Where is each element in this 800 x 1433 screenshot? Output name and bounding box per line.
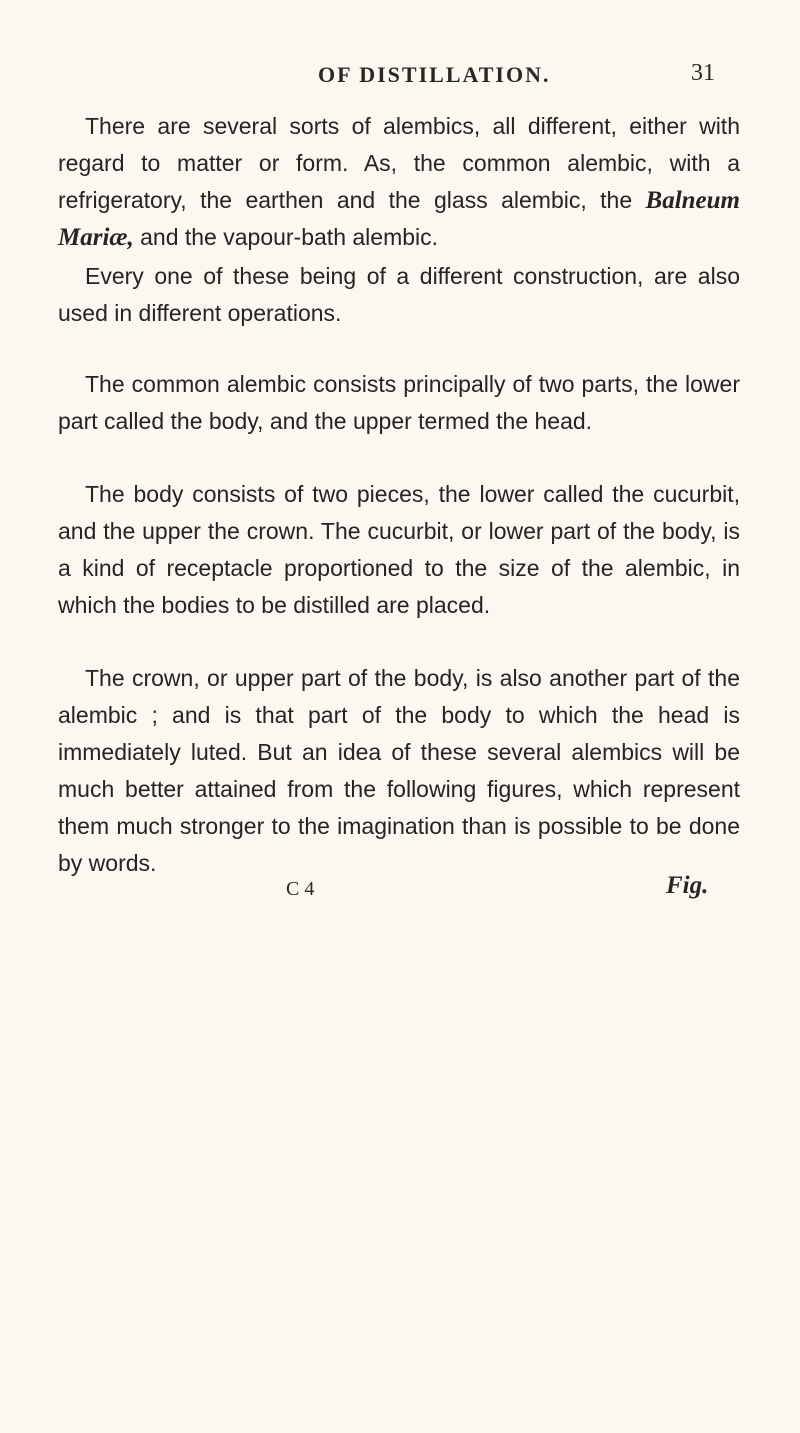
paragraph-text: There are several sorts of alembics, all different, either with regard to matter or form. As, the common alembic, with a refrigeratory, the earthen and the glass alembic, the xyxy=(58,113,740,213)
paragraph-alembic-sorts xyxy=(58,108,740,256)
italic-term: Balneum Mariæ, xyxy=(58,187,740,251)
paragraph-crown: The crown, or upper part of the body, is also another part of the alembic ; and is that part of the body to which the head is immediately luted. But an idea of these several alembics will be much better attained from the following figures, which represent them much stronger to the imagination than is possible to be done by words. xyxy=(58,665,740,876)
paragraph-construction: Every one of these being of a different construction, are also used in different operations. xyxy=(58,263,740,326)
catchword: Fig. xyxy=(666,872,709,899)
page-number: 31 xyxy=(691,60,715,86)
paragraph-common-alembic: The common alembic consists principally of two parts, the lower part called the body, and the upper termed the head. xyxy=(58,371,740,434)
paragraph-text: and the vapour-bath alembic. xyxy=(133,224,439,250)
signature-mark: C 4 xyxy=(286,878,315,900)
running-head: OF DISTILLATION. xyxy=(318,62,551,87)
paragraph-body: The body consists of two pieces, the lower called the cucurbit, and the upper the crown. The cucurbit, or lower part of the body, is a kind of receptacle proportioned to the size of the alembic, in which the bodies to be distilled are placed. xyxy=(58,481,740,618)
